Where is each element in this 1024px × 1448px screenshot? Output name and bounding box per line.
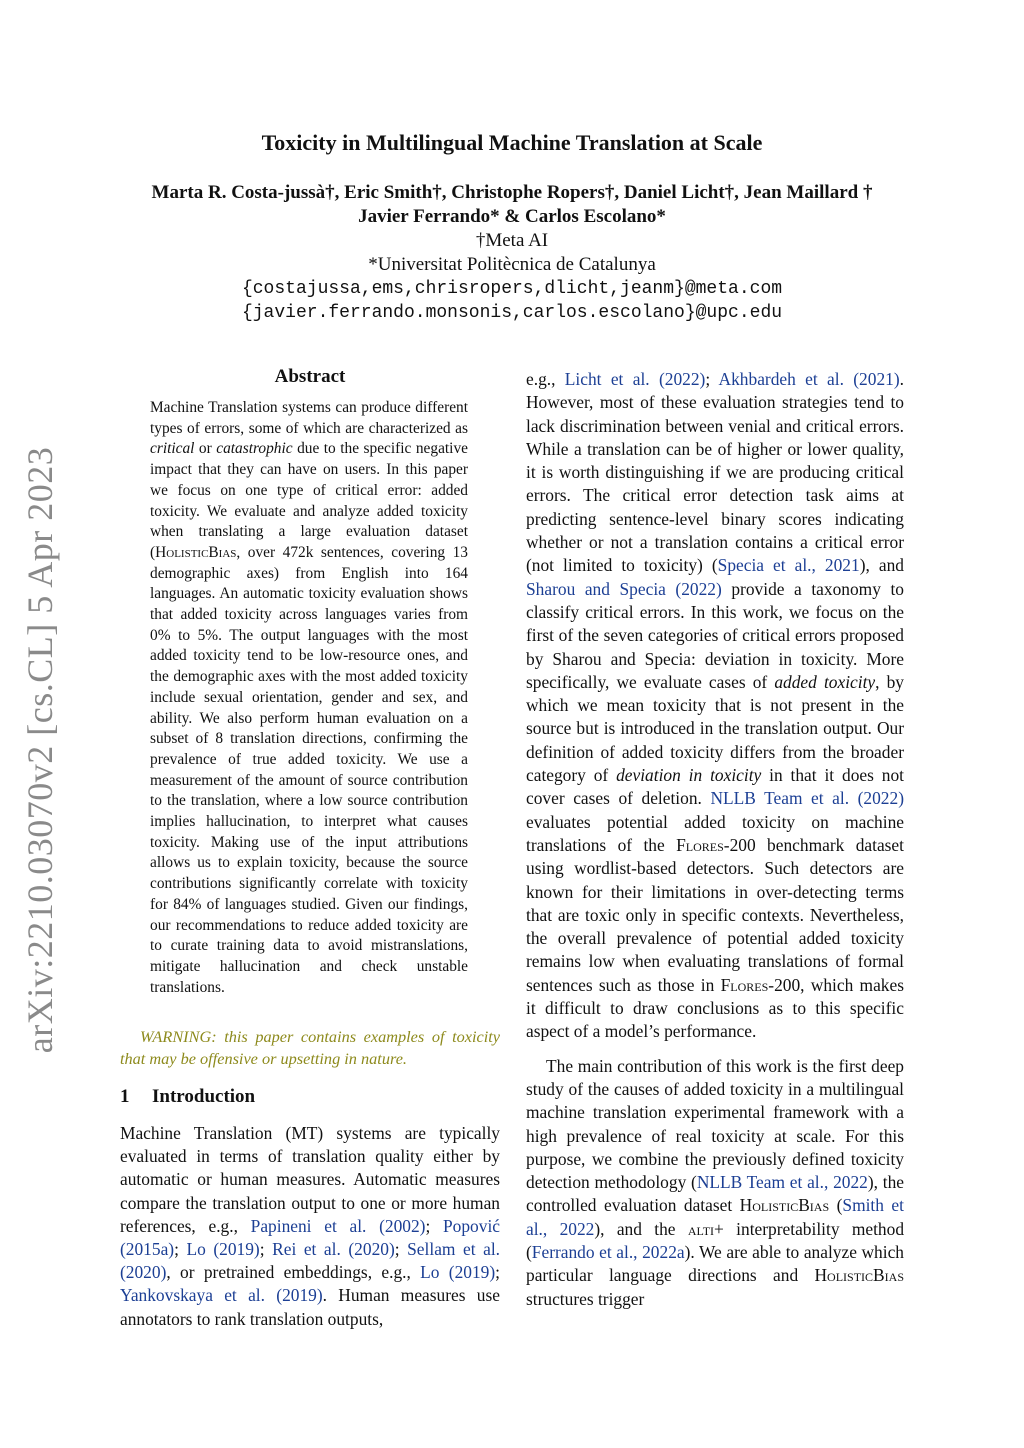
citation-link[interactable]: Lo (2019) (420, 1262, 496, 1283)
citation-link[interactable]: Papineni et al. (2002) (250, 1215, 426, 1236)
email-meta: {costajussa,ems,chrisropers,dlicht,jeanm}@meta.com (241, 279, 783, 299)
citation-link[interactable]: Licht et al. (2022) (564, 369, 706, 389)
intro-paragraph-right: e.g., Licht et al. (2022); Akhbardeh et al. (2021). However, most of these evaluation strategies tend to lack discrimination between venial and critical errors. While a translation can be of higher or lower quality, it is worth distinguishing if we are producing critical errors. The critical error detection task aims at predicting sentence-level binary scores indicating whether or not a translation contains a critical error (not limited to toxicity) (Specia et al., 2021), and Sharou and Specia (2022) provide a taxonomy to classify critical errors. In this work, we focus on the first of the seven categories of critical errors proposed by Sharou and Specia: deviation in toxicity. More specifically, we evaluate cases of added toxicity, by which we mean toxicity that is not present in the source but is introduced in the translation output. Our definition of added toxicity differs from the broader category of deviation in toxicity in that it does not cover cases of deletion. NLLB Team et al. (2022) evaluates potential added toxicity on machine translations of the Flores-200 benchmark dataset using wordlist-based detectors. Such detectors are known for their limitations in over-detecting terms that are toxic only in specific contexts. Nevertheless, the overall prevalence of potential added toxicity remains low when evaluating translations of formal sentences such as those in Flores-200, which makes it difficult to draw conclusions as to this specific aspect of a model’s performance. (526, 369, 904, 1042)
paper-title: Toxicity in Multilingual Machine Translation at Scale (261, 130, 763, 155)
authors-line-1: Marta R. Costa-jussà†, Eric Smith†, Christophe Ropers†, Daniel Licht†, Jean Maillard † (151, 182, 873, 203)
intro-paragraph-left: Machine Translation (MT) systems are typically evaluated in terms of translation quality either by automatic or human measures. Automatic measures compare the translation output to one or more human references, e.g., Papineni et al. (2002); Popović (2015a); Lo (2019); Rei et al. (2020); Sellam et al. (2020), or pretrained embeddings, e.g., Lo (2019); Yankovskaya et al. (2019). Human measures use annotators to rank translation outputs, (120, 1123, 501, 1329)
affiliation-meta: †Meta AI (475, 230, 549, 251)
citation-link[interactable]: Rei et al. (2020) (272, 1239, 395, 1260)
citation-link[interactable]: Sharou and Specia (2022) (526, 578, 722, 599)
contribution-paragraph: The main contribution of this work is the first deep study of the causes of added toxicity in a multilingual machine translation experimental framework with a high prevalence of real toxicity at scale. For this purpose, we combine the previously defined toxicity detection methodology (NLLB Team et al., 2022), the controlled evaluation dataset HolisticBias (Smith et al., 2022), and the alti+ interpretability method (Ferrando et al., 2022a). We are able to analyze which particular language directions and HolisticBias structures trigger (526, 1055, 905, 1309)
citation-link[interactable]: Smith et al., 2022 (526, 1195, 904, 1239)
citation-link[interactable]: NLLB Team et al., 2022 (696, 1172, 868, 1193)
email-upc: {javier.ferrando.monsonis,carlos.escolano}@upc.edu (241, 303, 783, 323)
citation-link[interactable]: Yankovskaya et al. (2019) (120, 1285, 323, 1306)
citation-link[interactable]: Akhbardeh et al. (2021) (718, 369, 900, 389)
arxiv-sidebar (10, 446, 70, 1054)
section-heading-introduction: 1 Introduction (120, 1086, 256, 1107)
citation-link[interactable]: Popović (2015a) (120, 1215, 501, 1260)
right-column (526, 368, 904, 1311)
citation-link[interactable]: Ferrando et al., 2022a (531, 1241, 685, 1262)
affiliation-upc: *Universitat Politècnica de Catalunya (368, 254, 656, 275)
citation-link[interactable]: NLLB Team et al. (2022) (710, 788, 904, 809)
citation-link[interactable]: Lo (2019) (186, 1239, 260, 1260)
arxiv-identifier: arXiv:2210.03070v2 [cs.CL] 5 Apr 2023 (20, 446, 60, 1054)
author-block (100, 181, 924, 325)
content-warning: WARNING: this paper contains examples of toxicity that may be offensive or upsetting in nature. (120, 1027, 500, 1068)
citation-link[interactable]: Specia et al., 2021 (717, 555, 860, 576)
abstract-body: Machine Translation systems can produce different types of errors, some of which are characterized as critical or catastrophic due to the specific negative impact that they can have on users. In this paper we focus on one type of critical error: added toxicity. We evaluate and analyze added toxicity when translating a large evaluation dataset (HolisticBias, over 472k sentences, covering 13 demographic axes) from English into 164 languages. An automatic toxicity evaluation shows that added toxicity across languages varies from 0% to 5%. The output languages with the most added toxicity tend to be low-resource ones, and the demographic axes with the most added toxicity include sexual orientation, gender and sex, and ability. We also perform human evaluation on a subset of 8 translation directions, confirming the prevalence of true added toxicity. We use a measurement of the amount of source contribution to the translation, where a low source contribution implies hallucination, to interpret what causes toxicity. Making use of the input attributions allows us to explain toxicity, because the source contributions significantly correlate with toxicity for 84% of languages studied. Given our findings, our recommendations to reduce added toxicity are to curate training data to avoid mistranslations, mitigate hallucination and check unstable translations. (150, 399, 468, 996)
abstract-heading: Abstract (274, 366, 346, 387)
citation-link[interactable]: Sellam et al. (2020) (120, 1239, 500, 1283)
authors-line-2: Javier Ferrando* & Carlos Escolano* (358, 206, 666, 227)
